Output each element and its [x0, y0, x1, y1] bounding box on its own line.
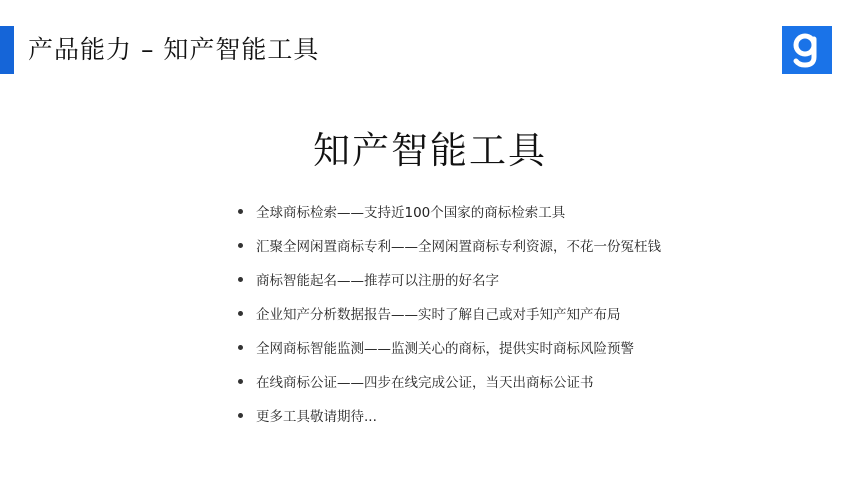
- bullet-dot-icon: [238, 209, 243, 214]
- list-item-label: 全网商标智能监测——监测关心的商标，提供实时商标风险预警: [256, 341, 634, 357]
- bullet-dot-icon: [238, 243, 243, 248]
- bullet-dot-icon: [238, 379, 243, 384]
- list-item-label: 全球商标检索——支持近100个国家的商标检索工具: [256, 205, 566, 221]
- list-item-label: 汇聚全网闲置商标专利——全网闲置商标专利资源，不花一份冤枉钱: [256, 239, 661, 255]
- list-item: [238, 296, 661, 330]
- header-title: 产品能力 – 知产智能工具: [28, 35, 320, 64]
- list-item: [238, 364, 661, 398]
- list-item-label: 更多工具敬请期待...: [256, 409, 377, 425]
- list-item: [238, 262, 661, 296]
- list-item: [238, 228, 661, 262]
- list-item-label: 企业知产分析数据报告——实时了解自己或对手知产知产布局: [256, 307, 621, 323]
- g-logo-icon: [790, 31, 824, 69]
- bullet-dot-icon: [238, 311, 243, 316]
- list-item-label: 在线商标公证——四步在线完成公证，当天出商标公证书: [256, 375, 594, 391]
- bullet-dot-icon: [238, 277, 243, 282]
- bullet-dot-icon: [238, 345, 243, 350]
- bullet-dot-icon: [238, 413, 243, 418]
- page-title: 知产智能工具: [313, 129, 547, 172]
- list-item: [238, 398, 661, 432]
- list-item: [238, 330, 661, 364]
- brand-logo: [782, 26, 832, 74]
- header-accent-bar: [0, 26, 14, 74]
- list-item: [238, 194, 661, 228]
- feature-list: [238, 194, 661, 432]
- list-item-label: 商标智能起名——推荐可以注册的好名字: [256, 273, 499, 289]
